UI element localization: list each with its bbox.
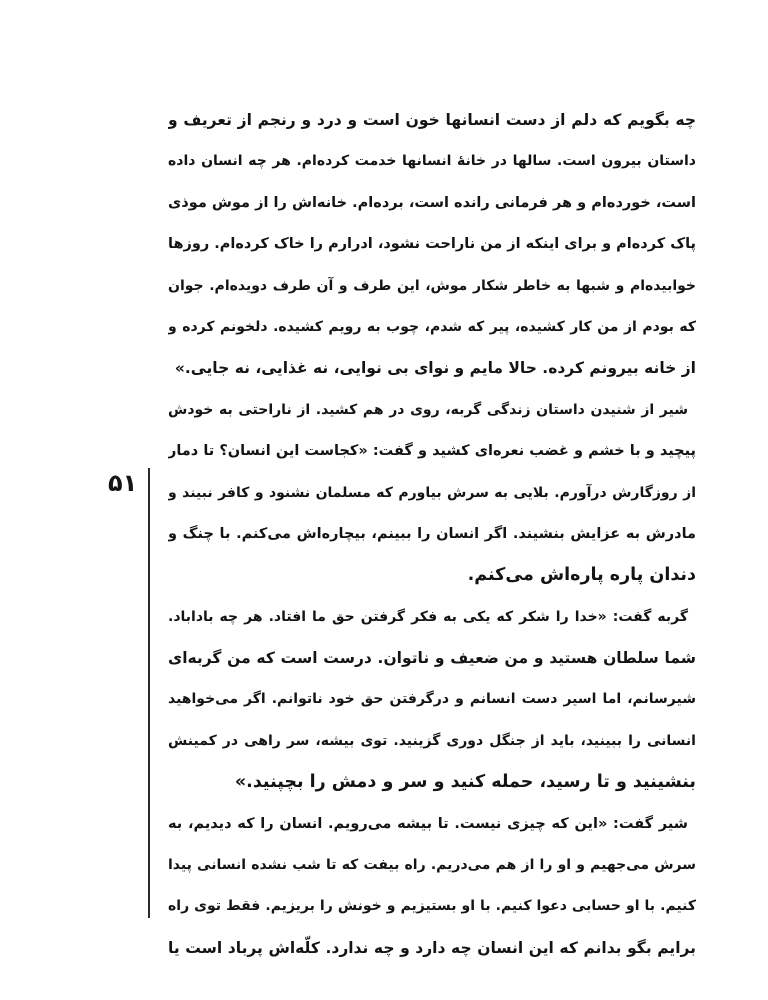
text-line: سرش می‌جهیم و او را از هم می‌دریم. راه بیفت که تا شب نشده انسانی پیدا [168,857,696,874]
text-line: مادرش به عزایش بنشیند. اگر انسان را ببینم، بیچاره‌اش می‌کنم. با چنگ و [168,525,696,542]
text-line: بنشینید و تا رسید، حمله کنید و سر و دمش را بچپنید.» [234,772,696,793]
text-line: شما سلطان هستید و من ضعیف و ناتوان. درست است که من گربه‌ای [168,649,696,668]
text-line: شیرسانم، اما اسیر دست انسانم و درگرفتن حق خود ناتوانم. اگر می‌خواهید [168,691,696,708]
margin-rule [148,468,150,918]
text-line: از خانه بیرونم کرده. حالا مایم و نوای بی نوایی، نه غذایی، نه جایی.» [174,359,696,378]
body-text [168,100,696,969]
text-line: پیچید و با خشم و غضب نعره‌ای کشید و گفت: «کجاست این انسان؟ تا دمار [168,443,696,460]
text-line: چه بگویم که دلم از دست انسانها خون است و درد و رنجم از تعریف و [168,111,696,129]
text-line: کنیم. با او حسابی دعوا کنیم. با او بستیزیم و خونش را بریزیم. فقط توی راه [168,898,696,915]
text-line: شیر گفت: «این که چیزی نیست. تا بیشه می‌رویم. انسان را که دیدیم، به [168,815,688,832]
text-line: برایم بگو بدانم که این انسان چه دارد و چه ندارد. کلّه‌اش پرباد است یا [168,938,696,957]
text-line: است، خورده‌ام و هر فرمانی رانده است، برده‌ام. خانه‌اش را از موش موذی [168,194,696,211]
text-line: داستان بیرون است. سالها در خانهٔ انسانها خدمت کرده‌ام. هر چه انسان داده [168,153,696,170]
text-line: گربه گفت: «خدا را شکر که یکی به فکر گرفتن حق ما افتاد. هر چه باداباد. [168,608,688,625]
text-line: از روزگارش درآورم. بلایی به سرش بیاورم که مسلمان نشنود و کافر نبیند و [168,484,696,501]
text-line: که بودم از من کار کشیده، پیر که شدم، چوب به رویم کشیده. دلخونم کرده و [168,318,696,335]
page-number: ۵۱ [108,469,138,497]
text-line: دندان پاره پاره‌اش می‌کنم. [467,565,696,586]
text-line: شیر از شنیدن داستان زندگی گربه، روی در هم کشید. از ناراحتی به خودش [168,401,688,418]
text-line: پاک کرده‌ام و برای اینکه از من ناراحت نشود، ادرارم را خاک کرده‌ام. روزها [168,236,696,253]
text-line: خوابیده‌ام و شبها به خاطر شکار موش، این طرف و آن طرف دویده‌ام. جوان [168,277,696,294]
text-line: انسانی را ببینید، باید از جنگل دوری گزینید. توی بیشه، سر راهی در کمینش [168,732,696,749]
